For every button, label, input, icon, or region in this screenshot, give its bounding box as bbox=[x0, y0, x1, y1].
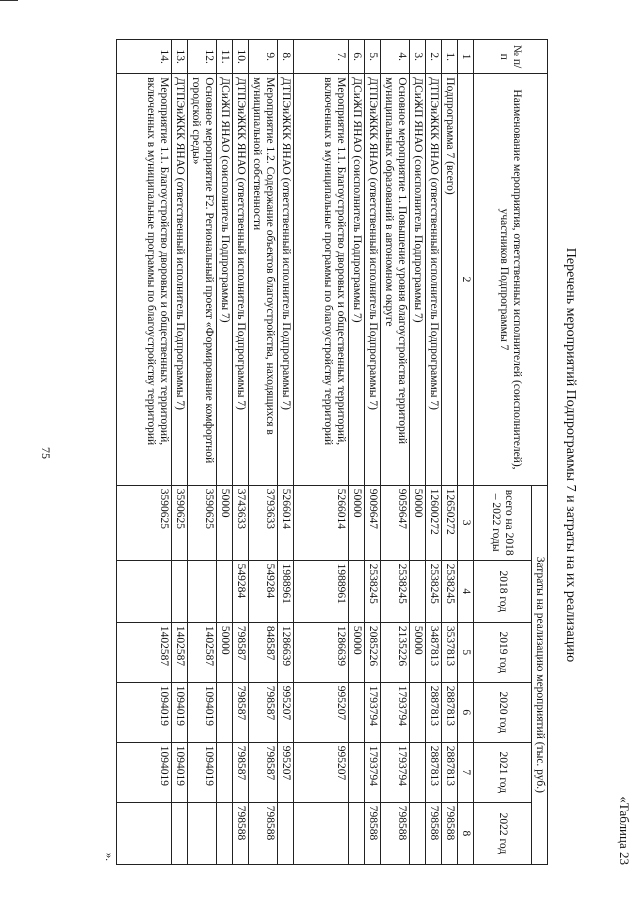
table-row bbox=[278, 40, 294, 865]
row-2021: 2887813 bbox=[442, 742, 458, 802]
table-row bbox=[233, 40, 249, 865]
costs-table bbox=[116, 39, 548, 865]
row-number: 7. bbox=[294, 40, 349, 74]
row-2019: 50000 bbox=[217, 622, 233, 682]
row-name: ДТПЭиЖКК ЯНАО (ответственный исполнитель Подпрограммы 7) bbox=[233, 74, 249, 485]
row-name: Основное мероприятие F2. Региональный проект «Формирование комфортной городской среды» bbox=[188, 74, 217, 485]
table-row bbox=[349, 40, 365, 865]
row-2021: 1793794 bbox=[365, 742, 381, 802]
row-total: 12650272 bbox=[442, 485, 458, 560]
row-2019: 2135226 bbox=[381, 622, 410, 682]
row-name: ДТПЭиЖКК ЯНАО (ответственный исполнитель Подпрограммы 7) bbox=[172, 74, 188, 485]
row-2019: 2085226 bbox=[365, 622, 381, 682]
row-2021 bbox=[217, 742, 233, 802]
table-row bbox=[381, 40, 410, 865]
row-2022: 798588 bbox=[249, 802, 278, 864]
row-2021: 1094019 bbox=[188, 742, 217, 802]
row-2018: 2538245 bbox=[442, 560, 458, 622]
table-row bbox=[117, 40, 172, 865]
header-num: № п/п bbox=[474, 40, 548, 74]
header-costs-group: Затраты на реализацию мероприятий (тыс. руб.) bbox=[532, 485, 548, 864]
table-row bbox=[442, 40, 458, 865]
row-2018 bbox=[217, 560, 233, 622]
header-2018: 2018 год bbox=[474, 560, 532, 622]
row-number: 12. bbox=[188, 40, 217, 74]
header-2021: 2021 год bbox=[474, 742, 532, 802]
row-2018: 2538245 bbox=[426, 560, 442, 622]
page-number: 75 bbox=[39, 447, 53, 459]
table-row bbox=[426, 40, 442, 865]
row-2022 bbox=[217, 802, 233, 864]
row-name: ДСиЖП ЯНАО (соисполнитель Подпрограммы 7) bbox=[349, 74, 365, 485]
index-cell: 1 bbox=[458, 40, 474, 74]
index-row bbox=[458, 40, 474, 865]
row-total: 50000 bbox=[349, 485, 365, 560]
row-total: 12600272 bbox=[426, 485, 442, 560]
row-name: ДТПЭиЖКК ЯНАО (ответственный исполнитель Подпрограммы 7) bbox=[426, 74, 442, 485]
rotated-page bbox=[80, 25, 640, 885]
row-number: 9. bbox=[249, 40, 278, 74]
row-2022: 798588 bbox=[381, 802, 410, 864]
header-2022: 2022 год bbox=[474, 802, 532, 864]
table-row bbox=[172, 40, 188, 865]
table-row bbox=[217, 40, 233, 865]
row-total: 3743633 bbox=[233, 485, 249, 560]
row-name: Основное мероприятие 1. Повышение уровня благоустройства территорий муниципальных образований в автономном округе bbox=[381, 74, 410, 485]
row-2018: 2538245 bbox=[381, 560, 410, 622]
row-2019: 798587 bbox=[233, 622, 249, 682]
row-2020: 1094019 bbox=[188, 682, 217, 742]
row-2020: 1094019 bbox=[117, 682, 172, 742]
row-total: 3590625 bbox=[188, 485, 217, 560]
row-2018: 549284 bbox=[233, 560, 249, 622]
row-total: 5266014 bbox=[278, 485, 294, 560]
row-2022 bbox=[294, 802, 349, 864]
row-name: Мероприятие 1.1. Благоустройство дворовых и общественных территорий, включенных в муниципальные программы по благоустройству территорий bbox=[117, 74, 172, 485]
row-2021: 798587 bbox=[249, 742, 278, 802]
row-2018: 1988961 bbox=[278, 560, 294, 622]
row-2020 bbox=[217, 682, 233, 742]
row-2021: 798587 bbox=[233, 742, 249, 802]
row-2020 bbox=[410, 682, 426, 742]
row-name: Подпрограмма 7 (всего) bbox=[442, 74, 458, 485]
index-cell: 6 bbox=[458, 682, 474, 742]
row-2018 bbox=[117, 560, 172, 622]
row-2020: 995207 bbox=[278, 682, 294, 742]
header-name: Наименование мероприятия, ответственных исполнителей (соисполнителей), участников Подпрограммы 7 bbox=[474, 74, 548, 485]
row-2019: 50000 bbox=[410, 622, 426, 682]
row-2020: 2887813 bbox=[442, 682, 458, 742]
row-2020: 798587 bbox=[249, 682, 278, 742]
row-2021: 995207 bbox=[294, 742, 349, 802]
row-total: 50000 bbox=[410, 485, 426, 560]
row-2019: 1286639 bbox=[294, 622, 349, 682]
row-2018 bbox=[349, 560, 365, 622]
row-2022 bbox=[278, 802, 294, 864]
row-name: ДСиЖП ЯНАО (соисполнитель Подпрограммы 7) bbox=[410, 74, 426, 485]
index-cell: 8 bbox=[458, 802, 474, 864]
table-body bbox=[117, 40, 458, 865]
index-cell: 4 bbox=[458, 560, 474, 622]
table-label: «Таблица 23 bbox=[617, 796, 632, 865]
row-2022: 798588 bbox=[426, 802, 442, 864]
row-number: 13. bbox=[172, 40, 188, 74]
row-2019: 1402587 bbox=[172, 622, 188, 682]
row-2021: 995207 bbox=[278, 742, 294, 802]
row-name: Мероприятие 1.2. Содержание объектов благоустройства, находящихся в муниципальной собственности bbox=[249, 74, 278, 485]
row-2019: 3487813 bbox=[426, 622, 442, 682]
table-row bbox=[188, 40, 217, 865]
row-total: 9059647 bbox=[381, 485, 410, 560]
row-2020: 2887813 bbox=[426, 682, 442, 742]
row-number: 4. bbox=[381, 40, 410, 74]
row-total: 5266014 bbox=[294, 485, 349, 560]
row-2019: 848587 bbox=[249, 622, 278, 682]
row-2018 bbox=[188, 560, 217, 622]
row-2018: 1988961 bbox=[294, 560, 349, 622]
row-2020: 1793794 bbox=[365, 682, 381, 742]
header-2020: 2020 год bbox=[474, 682, 532, 742]
row-name: Мероприятие 1.1. Благоустройство дворовых и общественных территорий, включенных в муниципальные программы по благоустройству территорий bbox=[294, 74, 349, 485]
table-row bbox=[249, 40, 278, 865]
row-total: 50000 bbox=[217, 485, 233, 560]
row-2019: 1286639 bbox=[278, 622, 294, 682]
row-2021: 1094019 bbox=[117, 742, 172, 802]
table-row bbox=[294, 40, 349, 865]
row-number: 8. bbox=[278, 40, 294, 74]
row-2021: 2887813 bbox=[426, 742, 442, 802]
row-2022 bbox=[172, 802, 188, 864]
row-2021: 1094019 bbox=[172, 742, 188, 802]
closing-quote: ». bbox=[103, 852, 115, 861]
row-total: 3590625 bbox=[172, 485, 188, 560]
row-2021 bbox=[349, 742, 365, 802]
row-total: 3793633 bbox=[249, 485, 278, 560]
index-cell: 5 bbox=[458, 622, 474, 682]
index-cell: 3 bbox=[458, 485, 474, 560]
row-2022 bbox=[349, 802, 365, 864]
header-total: всего на 2018 – 2022 годы bbox=[474, 485, 532, 560]
row-2019: 50000 bbox=[349, 622, 365, 682]
row-name: ДСиЖП ЯНАО (соисполнитель Подпрограммы 7) bbox=[217, 74, 233, 485]
row-number: 6. bbox=[349, 40, 365, 74]
index-cell: 2 bbox=[458, 74, 474, 485]
row-name: ДТПЭиЖКК ЯНАО (ответственный исполнитель Подпрограммы 7) bbox=[278, 74, 294, 485]
row-number: 14. bbox=[117, 40, 172, 74]
row-number: 11. bbox=[217, 40, 233, 74]
row-2020: 798587 bbox=[233, 682, 249, 742]
row-total: 3590625 bbox=[117, 485, 172, 560]
row-2018: 549284 bbox=[249, 560, 278, 622]
row-number: 10. bbox=[233, 40, 249, 74]
row-2018 bbox=[410, 560, 426, 622]
row-2021: 1793794 bbox=[381, 742, 410, 802]
table-row bbox=[410, 40, 426, 865]
row-2020: 1094019 bbox=[172, 682, 188, 742]
row-2022 bbox=[188, 802, 217, 864]
table-row bbox=[365, 40, 381, 865]
top-rule bbox=[0, 0, 18, 1]
row-2018 bbox=[172, 560, 188, 622]
row-2022: 798588 bbox=[365, 802, 381, 864]
row-number: 5. bbox=[365, 40, 381, 74]
row-2019: 3537813 bbox=[442, 622, 458, 682]
header-2019: 2019 год bbox=[474, 622, 532, 682]
row-2018: 2538245 bbox=[365, 560, 381, 622]
row-2020: 1793794 bbox=[381, 682, 410, 742]
row-name: ДТПЭиЖКК ЯНАО (ответственный исполнитель Подпрограммы 7) bbox=[365, 74, 381, 485]
index-cell: 7 bbox=[458, 742, 474, 802]
row-total: 9009647 bbox=[365, 485, 381, 560]
row-2022: 798588 bbox=[233, 802, 249, 864]
row-2019: 1402587 bbox=[188, 622, 217, 682]
landscape-content bbox=[80, 25, 640, 885]
row-2022 bbox=[410, 802, 426, 864]
row-2022: 798588 bbox=[442, 802, 458, 864]
row-2022 bbox=[117, 802, 172, 864]
row-2020 bbox=[349, 682, 365, 742]
document-title: Перечень мероприятий Подпрограммы 7 и затраты на их реализацию bbox=[563, 247, 578, 663]
row-number: 2. bbox=[426, 40, 442, 74]
row-2019: 1402587 bbox=[117, 622, 172, 682]
row-number: 3. bbox=[410, 40, 426, 74]
row-2021 bbox=[410, 742, 426, 802]
row-2020: 995207 bbox=[294, 682, 349, 742]
row-number: 1. bbox=[442, 40, 458, 74]
